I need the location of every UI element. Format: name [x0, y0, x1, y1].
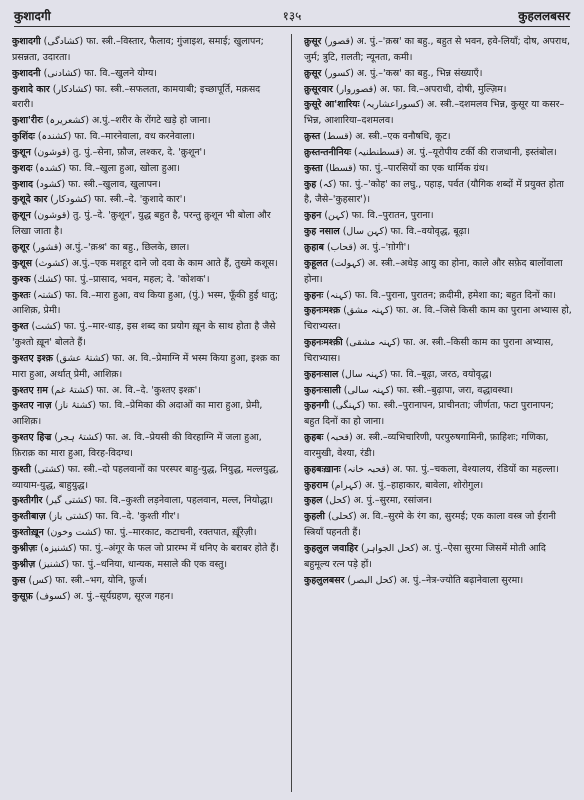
entry-headword: कुश्नीज़ः — [12, 543, 38, 554]
left-column — [12, 34, 280, 796]
dictionary-entry — [304, 34, 572, 66]
entry-headword: कुहूलत — [304, 257, 328, 269]
dictionary-entry — [304, 208, 572, 224]
entry-headword: कुह — [304, 178, 317, 190]
entry-headword: कुस — [12, 574, 26, 586]
entry-headword: कुशिंदः — [12, 131, 35, 143]
entry-definition: (كسوراعشاریہ) अ. स्त्री.–दशमलव भिन्न, कुसूर या कसर–भिन्न, आशारिया–दशमलव। — [304, 99, 565, 127]
entry-definition: (كشتۂ عشق) फा. अ. वि.–प्रेमाग्नि में भस्म किया हुआ, इश्क़ का मारा हुआ, अर्थात् प्रेमी, आशिक़। — [12, 352, 280, 380]
entry-headword: कुशादे कार — [12, 83, 50, 95]
entry-definition: (كشادنی) फा. वि.–खुलने योग्य। — [40, 67, 157, 79]
entry-headword: कुश्तए ग़म — [12, 384, 48, 396]
entry-definition: (كحل الجواہر) अ. पुं.–ऐसा सुरमा जिसमें मोती आदि बहुमूल्य रत्न पड़े हों। — [304, 543, 546, 570]
dictionary-entry — [304, 573, 572, 589]
entry-headword: कुश्तोख़ून — [12, 527, 44, 539]
dictionary-entry — [304, 478, 572, 494]
entry-definition: (كشتی باز) फा. वि.–दे. 'कुश्ती गीर'। — [45, 511, 180, 523]
entry-definition: (كشتۂ ناز) फा. वि.–प्रेमिका की अदाओं का मारा हुआ, प्रेमी, आशिक़। — [12, 400, 263, 428]
dictionary-entry — [12, 272, 280, 288]
dictionary-entry — [12, 430, 280, 462]
page-number: १३५ — [282, 9, 302, 23]
entry-headword: कुशाद — [12, 178, 33, 190]
entry-definition: (كشتی) फा. स्त्री.–दो पहलवानों का परस्पर बाहु-युद्ध, नियुद्ध, मल्लयुद्ध, व्यायाम-युद्ध, बाहुयुद्ध। — [12, 463, 279, 491]
entry-headword: कुसूफ़ — [12, 590, 33, 602]
dictionary-entry — [304, 97, 572, 129]
entry-headword: कुहन — [304, 210, 322, 222]
entry-definition: (كشوث) अ.पुं.–एक मशहूर दाने जो दवा के काम आते हैं, तुख्मे कशूस। — [31, 257, 278, 269]
entry-definition: (كشادگی) फा. स्त्री.–विस्तार, फैलाव; गुंजाइश, समाई; खुलापन; प्रसन्नता, उदारता। — [12, 36, 264, 63]
entry-definition: (قسطا) फा. पुं.–पारसियों का एक धार्मिक ग्रंथ। — [322, 162, 489, 174]
entry-definition: (كشنيزہ) फा. पुं.–अंगूर के फल जो प्रारम्भ में धनिए के बराबर होते हैं। — [37, 543, 279, 554]
entry-definition: (كسور) अ. पुं.–'कस्र' का बहु., भिन्न संख्याएँ। — [321, 67, 483, 79]
entry-definition: (قصوروار) अ. फा. वि.–अपराधी, दोषी, मुल्ज़िम। — [332, 83, 507, 95]
entry-headword: क़ुसूरवार — [304, 83, 333, 95]
entry-definition: (كہنہ مشقی) फा. अ. स्त्री.–किसी काम का पुराना अभ्यास, चिराभ्यास। — [304, 337, 554, 364]
entry-definition: (قحبہ خانہ) अ. फा. पुं.–चकला, वेश्यालय, रंडियों का महल्ला। — [340, 463, 559, 475]
entry-headword: कुसूरे आ'शारियः — [304, 99, 360, 111]
dictionary-entry — [12, 82, 280, 114]
entry-definition: (كہن) फा. वि.–पुरातन, पुराना। — [321, 210, 434, 222]
dictionary-entry — [12, 192, 280, 208]
entry-headword: कुशा'रीरः — [12, 115, 43, 127]
entry-headword: क़ुहाब — [304, 241, 324, 253]
dictionary-entry — [12, 319, 280, 351]
entry-headword: कुशून — [12, 146, 31, 158]
entry-definition: (قشور) अ.पुं.–'क़श्र' का बहु., छिलके, छाल। — [29, 241, 190, 253]
dictionary-entry — [12, 541, 280, 557]
entry-definition: (كشك) फा. पुं.–प्रासाद, भवन, महल; दे. 'कोशक'। — [30, 273, 210, 285]
entry-definition: (كسوف) अ. पुं.–सूर्यग्रहण, सूरज गहन। — [32, 590, 174, 602]
entry-headword: क़ुशूर — [12, 241, 30, 253]
entry-definition: (كشود) फा. स्त्री.–खुलाव, खुलापन। — [32, 178, 161, 190]
dictionary-entry — [12, 208, 280, 240]
right-column — [304, 34, 572, 796]
entry-definition: (كہنہ سال) फा. वि.–बूढ़ा, जरठ, वयोवृद्ध। — [338, 368, 492, 380]
dictionary-entry — [304, 161, 572, 177]
entry-headword: कुस्ता — [304, 162, 323, 174]
entry-headword: कुशूदे कार — [12, 194, 48, 206]
dictionary-entry — [304, 82, 572, 98]
entry-headword: क़ुहबः — [304, 432, 324, 444]
entry-headword: कुहल — [304, 495, 323, 507]
entry-headword: कुहनः — [304, 289, 324, 301]
entry-definition: (كحل) अ. पुं.–सुरमा, रसांजन। — [322, 495, 433, 507]
dictionary-entry — [304, 303, 572, 335]
entry-headword: क़ुस्तन्तनीनियः — [304, 146, 352, 158]
dictionary-entry — [304, 462, 572, 478]
entry-headword: कुश्तीबाज़ — [12, 511, 46, 523]
entry-headword: कुशदः — [12, 162, 33, 174]
dictionary-entry — [304, 493, 572, 509]
entry-headword: कुशादनी — [12, 67, 41, 79]
dictionary-entry — [12, 398, 280, 430]
header-last-word: कुहललबसर — [518, 9, 570, 23]
entry-definition: (كشتی گیر) फा. वि.–कुश्ती लड़नेवाला, पहलवान, मल्ल, नियोद्धा। — [42, 495, 274, 507]
dictionary-entry — [12, 525, 280, 541]
dictionary-entry — [12, 240, 280, 256]
dictionary-entry — [12, 509, 280, 525]
entry-headword: कुश्तीगीर — [12, 495, 43, 507]
dictionary-entry — [304, 66, 572, 82]
dictionary-entry — [304, 145, 572, 161]
dictionary-entry — [12, 177, 280, 193]
entry-definition: (كشتۂ ہجر) फा. अ. वि.–प्रेयसी की विरहाग्नि में जला हुआ, फ़िराक़ का मारा हुआ, विरह-विदग्ध। — [12, 432, 262, 459]
dictionary-entry — [304, 335, 572, 367]
dictionary-entry — [304, 430, 572, 462]
entry-headword: कुहनःमश्क़ — [304, 305, 341, 317]
entry-definition: (قصور) अ. पुं.–'क़स्र' का बहु., बहुत से भवन, हवे-लियाँ; दोष, अपराध, जुर्म; त्रुटि, ग़लती; न्यूनता, कमी। — [304, 36, 570, 63]
entry-definition: (كہرام) अ. पुं.–हाहाकार, बावेला, शोरोगुल। — [328, 479, 484, 491]
dictionary-entry — [304, 541, 572, 573]
dictionary-entry — [304, 129, 572, 145]
entry-headword: कुश्क — [12, 273, 31, 285]
entry-definition: (كہنہ سالی) फा. स्त्री.–बुढ़ापा, जरा, वद्धावस्था। — [340, 384, 514, 396]
entry-definition: (قسطنطنیہ) अ. पुं.–यूरोपीय टर्की की राजधानी, इस्तंबोल। — [351, 146, 557, 158]
dictionary-entry — [12, 383, 280, 399]
entry-headword: क़ुशून — [12, 210, 31, 222]
entry-headword: कुहलुलबसर — [304, 574, 345, 586]
entry-definition: (كشندہ) फा. वि.–मारनेवाला, वध करनेवाला। — [34, 131, 195, 143]
dictionary-entry — [12, 129, 280, 145]
entry-headword: कुहनगी — [304, 400, 330, 412]
entry-definition: (قحاب) अ. पुं.–'ग़ोगी'। — [323, 241, 410, 253]
entry-definition: (كشادكار) फा. स्त्री.–सफलता, कामयाबी; इच्छापूर्ति, मक़सद बरारी। — [12, 83, 261, 111]
dictionary-entry — [304, 240, 572, 256]
dictionary-entry — [12, 66, 280, 82]
entry-definition: (كہنہ) फा. वि.–पुराना, पुरातन; क़दीमी, हमेशा का; बहुत दिनों का। — [323, 289, 556, 301]
entry-definition: (كشت) फा. पुं.–मार-धाड़, इस शब्द का प्रयोग ख़ून के साथ होता है जैसे 'कुश्तो ख़ून' बोलते हैं। — [12, 321, 276, 349]
entry-headword: कुश्नीज़ — [12, 558, 36, 570]
entry-definition: (كہ) फा. पुं.–'कोह' का लघु., पहाड़, पर्वत (यौगिक शब्दों में प्रयुक्त होता है, जैसे–'कुहसार')। — [304, 178, 564, 206]
entry-headword: कुश्तए नाज़ — [12, 400, 52, 412]
dictionary-entry — [12, 351, 280, 383]
entry-headword: क़ुसूर — [304, 36, 322, 47]
entry-headword: कुशादगी — [12, 36, 41, 47]
entry-headword: कुशूस — [12, 257, 32, 269]
entry-definition: (كہنہ مشق) फा. अ. वि.–जिसे किसी काम का पुराना अभ्यास हो, चिराभ्यस्त। — [304, 305, 572, 333]
entry-headword: कुश्तए इश्क़ — [12, 352, 53, 364]
entry-definition: (كشودكار) फा. स्त्री.–दे. 'कुशादे कार'। — [47, 194, 186, 206]
entry-headword: कुहराम — [304, 479, 329, 491]
dictionary-entry — [304, 509, 572, 541]
entry-headword: कुहलुल जवाहिर — [304, 543, 358, 554]
dictionary-entry — [12, 113, 280, 129]
header-first-word: कुशादगी — [14, 9, 51, 23]
dictionary-entry — [12, 557, 280, 573]
entry-definition: (كہنگی) फा. स्त्री.–पुरानापन, प्राचीनता; जीर्णता, फटा पुरानापन; बहुत दिनों का हो जाना। — [304, 400, 554, 428]
dictionary-entry — [304, 177, 572, 209]
entry-definition: (كہن سال) फा. वि.–वयोवृद्ध, बूढ़ा। — [339, 226, 470, 238]
entry-definition: (قحبہ) अ. स्त्री.–व्यभिचारिणी, परपुरुषगामिनी, फ़ाहिशः; गणिका, वारमुखी, वेश्या, रंडी। — [304, 432, 549, 459]
entry-headword: कुहनःमश्क़ी — [304, 337, 343, 349]
entry-definition: (كشعريرہ) अ.पुं.–शरीर के रोंगटे खड़े हो जाना। — [42, 115, 211, 127]
dictionary-entry — [304, 256, 572, 288]
dictionary-entry — [304, 288, 572, 304]
entry-definition: (كحل البصر) अ. पुं.–नेत्र-ज्योति बढ़ानेवाला सुरमा। — [344, 574, 524, 586]
dictionary-entry — [12, 573, 280, 589]
entry-definition: (كشتۂ غم) फा. अ. वि.–दे. 'कुश्तए इश्क़'। — [47, 384, 201, 396]
entry-headword: क़ुहबःख़ानः — [304, 463, 341, 475]
entry-headword: कुहली — [304, 511, 325, 523]
entry-headword: कुश्त — [12, 321, 29, 333]
entry-definition: (قسط) अ. स्त्री.–एक वनौषधि, कूट। — [320, 131, 451, 143]
dictionary-entry — [12, 256, 280, 272]
entry-definition: (كہولت) अ. स्त्री.–अधेड़ आयु का होना, काले और सफ़ेद बालोंवाला होना। — [304, 257, 563, 285]
dictionary-entry — [12, 34, 280, 66]
entry-definition: (كس) फा. स्त्री.–भग, योनि, फ़ुर्ज। — [25, 574, 147, 586]
page-header — [14, 4, 570, 27]
dictionary-entry — [12, 145, 280, 161]
entry-headword: कुह नसाल — [304, 226, 340, 238]
entry-headword: क़ुस्त — [304, 131, 321, 143]
dictionary-entry — [304, 398, 572, 430]
dictionary-entry — [304, 367, 572, 383]
column-divider — [291, 34, 292, 792]
entry-definition: (قوشون) तु. पुं.–सेना, फ़ौज, लश्कर, दे. 'क़ुशून'। — [30, 146, 206, 158]
entry-definition: (كشتہ) फा. वि.–मारा हुआ, वध किया हुआ, (पुं.) भस्म, फूँकी हुई धातु; आशिक़, प्रेमी। — [12, 289, 279, 317]
entry-headword: क़ुसूर — [304, 67, 322, 79]
entry-headword: कुश्तः — [12, 289, 31, 301]
entry-headword: कुहनःसाल — [304, 368, 339, 380]
entry-headword: कुश्तए हिज्र — [12, 432, 52, 444]
entry-definition: (كشدہ) फा. वि.–खुला हुआ, खोला हुआ। — [32, 162, 180, 174]
dictionary-entry — [304, 224, 572, 240]
entry-definition: (كشت وخون) फा. पुं.–मारकाट, कटाचनी, रक्तपात, ख़ूँरेज़ी। — [43, 527, 257, 539]
dictionary-entry — [12, 288, 280, 320]
entry-definition: (كشنيز) फा. पुं.–धनिया, धान्यक, मसाले की एक वस्तु। — [35, 558, 227, 570]
entry-headword: कुश्ती — [12, 463, 31, 475]
dictionary-entry — [12, 493, 280, 509]
dictionary-entry — [304, 383, 572, 399]
entry-definition: (قوشون) तु. पुं.–दे. 'क़ुशून', युद्ध बहुत है, परन्तु क़ुशून भी बोला और लिखा जाता है। — [12, 210, 271, 238]
dictionary-entry — [12, 462, 280, 494]
entry-definition: (كحلی) अ. वि.–सुरमे के रंग का, सुरमई; एक काला वस्त्र जो ईरानी स्त्रियाँ पहनती हैं। — [304, 511, 556, 539]
dictionary-entry — [12, 589, 280, 605]
dictionary-entry — [12, 161, 280, 177]
entry-headword: कुहनःसाली — [304, 384, 341, 396]
